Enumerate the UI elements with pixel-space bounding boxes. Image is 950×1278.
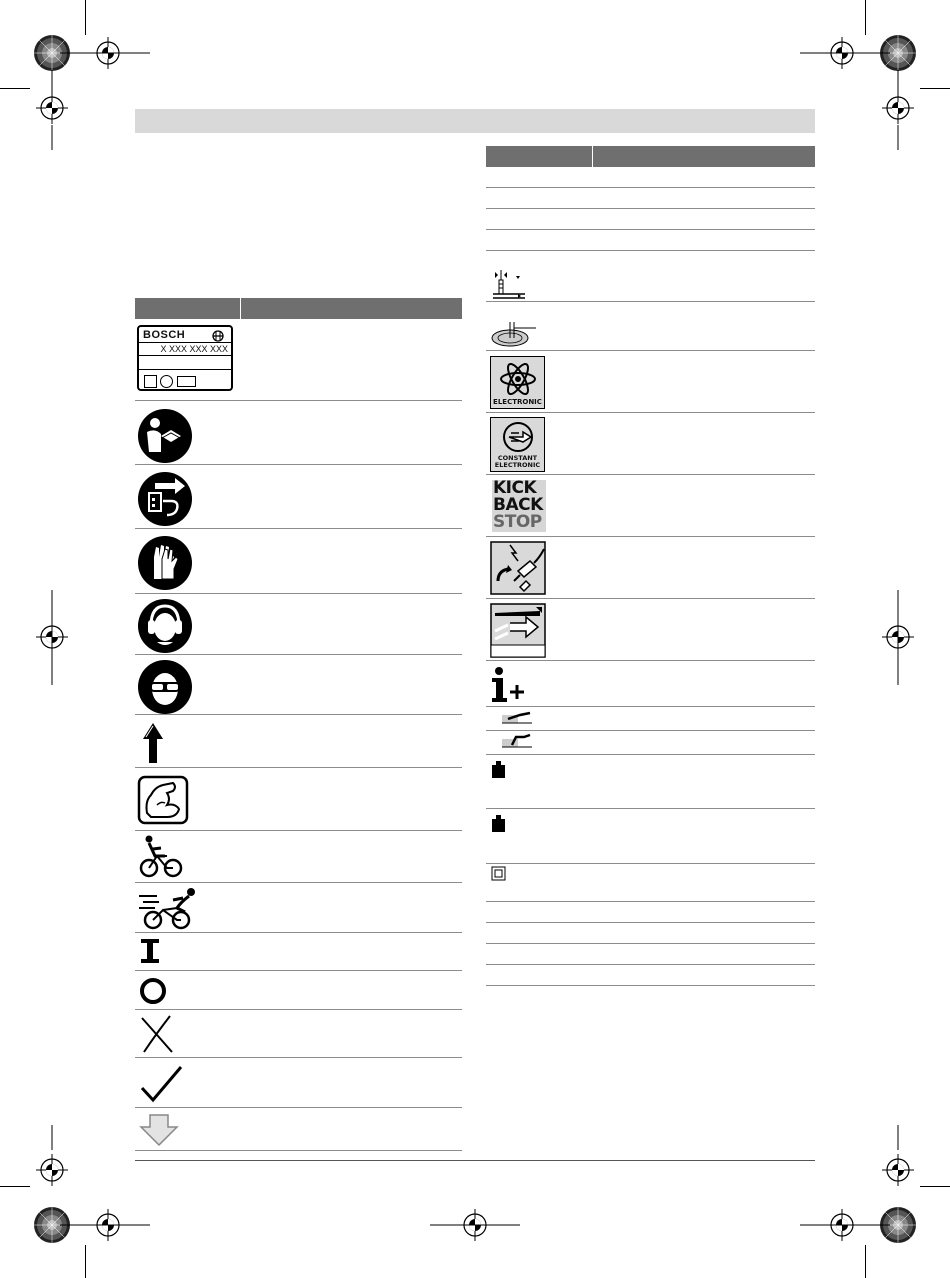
- switch-on-icon: [140, 937, 160, 965]
- atom-icon: [499, 360, 537, 398]
- unplug-power-icon: [137, 471, 193, 527]
- stop-text: STOP: [493, 512, 542, 532]
- weight-1-icon: [491, 760, 507, 780]
- cyclist-fast-icon: [137, 886, 201, 930]
- protection-class-ii-icon: [491, 866, 507, 882]
- read-manual-icon: [137, 408, 193, 464]
- constant-electronic-label: ELECTRONIC: [494, 461, 541, 469]
- switch-off-icon: [139, 977, 167, 1005]
- electronic-label: ELECTRONIC: [493, 398, 542, 406]
- ear-protection-icon: [137, 598, 193, 654]
- bosch-brand-text: BOSCH: [143, 329, 186, 341]
- left-table-header: [135, 298, 462, 319]
- correct-check-icon: [139, 1064, 183, 1104]
- constant-speed-icon: [501, 420, 535, 454]
- electronic-icon: [490, 356, 545, 409]
- kick-text: KICK: [493, 478, 537, 498]
- restart-protection-icon: [490, 541, 546, 595]
- blade-guard-2-icon: [500, 733, 536, 751]
- soft-start-icon: [490, 603, 546, 658]
- eye-protection-icon: [137, 659, 193, 715]
- page-header-bar: [135, 109, 815, 133]
- arrow-up-icon: [140, 721, 166, 765]
- cutting-depth-icon: [491, 268, 527, 300]
- disc-diameter-icon: [490, 320, 538, 348]
- constant-label: CONSTANT: [497, 454, 538, 462]
- wear-gloves-icon: [137, 535, 193, 591]
- bosch-logo-icon: [211, 330, 225, 342]
- plate-number-text: X XXX XXX XXX: [160, 344, 228, 354]
- right-table-header: [486, 146, 815, 167]
- wrong-cross-icon: [140, 1014, 174, 1054]
- kickback-stop-icon: [492, 480, 546, 532]
- rating-plate-icon: [137, 325, 233, 391]
- arm-strength-icon: [137, 775, 189, 825]
- back-text: BACK: [493, 495, 543, 515]
- arrow-down-icon: [139, 1113, 179, 1147]
- info-plus-icon: [490, 666, 530, 704]
- weight-2-icon: [491, 814, 507, 834]
- cyclist-slow-icon: [137, 834, 185, 880]
- blade-guard-1-icon: [500, 709, 536, 727]
- constant-electronic-icon: [490, 417, 545, 472]
